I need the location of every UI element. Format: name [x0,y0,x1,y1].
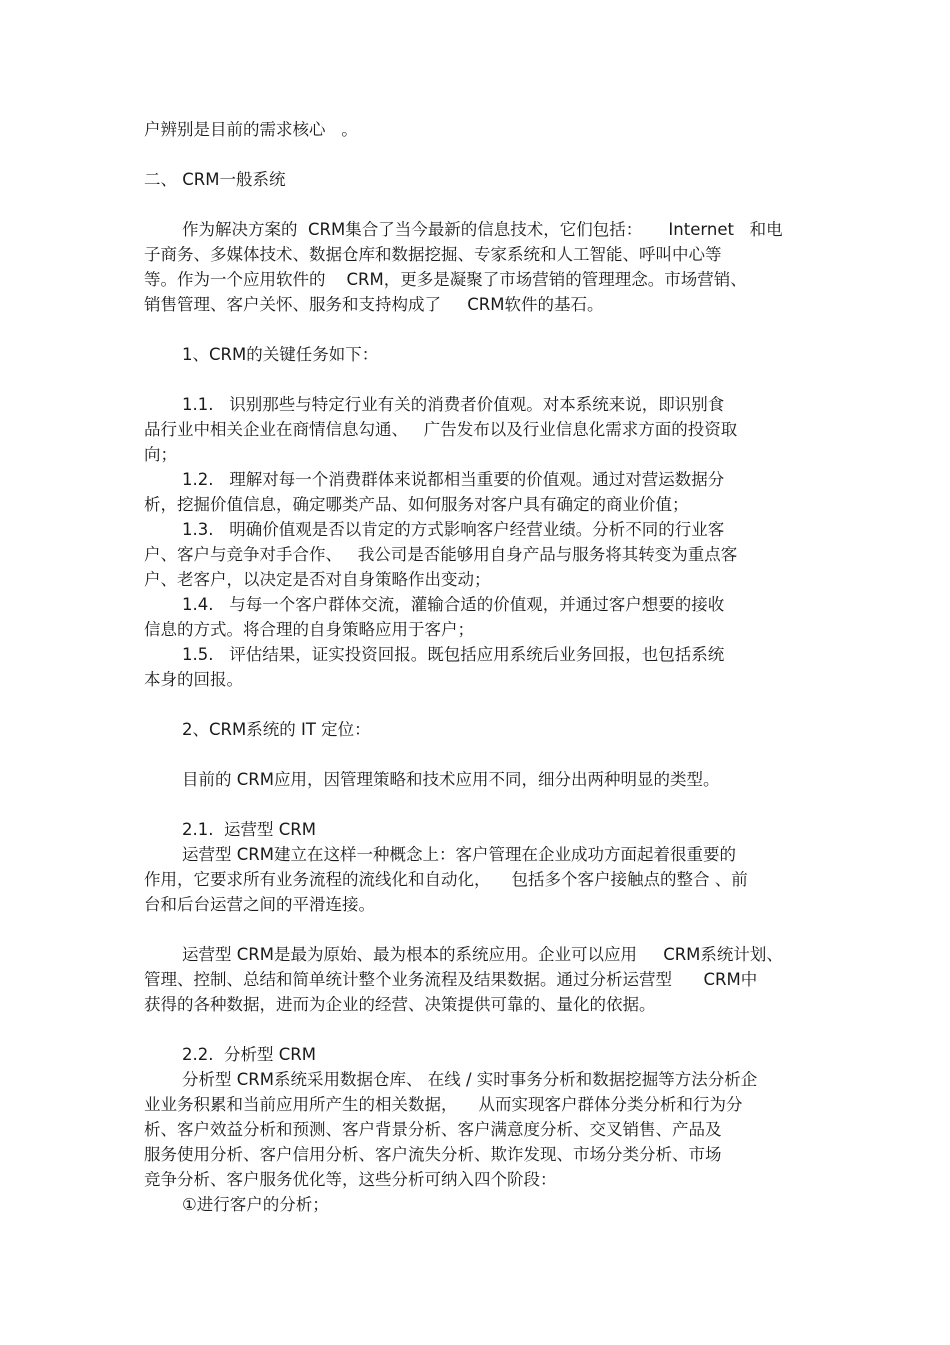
text-line: 台和后台运营之间的平滑连接。 [144,895,375,914]
text-line: 本身的回报。 [144,670,243,689]
text-line: 运营型 CRM是最为原始、最为根本的系统应用。企业可以应用 CRM系统计划、 [182,945,783,964]
section-heading: 二、 CRM一般系统 [144,170,286,189]
text-line: 销售管理、客户关怀、服务和支持构成了 CRM软件的基石。 [144,295,604,314]
text-line: 户辨别是目前的需求核心 。 [144,120,358,139]
text-line: 作为解决方案的 CRM集合了当今最新的信息技术，它们包括： Internet 和电 [182,220,783,239]
list-item: ①进行客户的分析； [182,1195,329,1214]
text-line: 1.3. 明确价值观是否以肯定的方式影响客户经营业绩。分析不同的行业客 [182,520,725,539]
text-line: 1.2. 理解对每一个消费群体来说都相当重要的价值观。通过对营运数据分 [182,470,725,489]
subsection-heading: 2.2. 分析型 CRM [182,1045,316,1064]
text-line: 等。作为一个应用软件的 CRM，更多是凝聚了市场营销的管理理念。市场营销、 [144,270,747,289]
text-line: 1.4. 与每一个客户群体交流，灌输合适的价值观，并通过客户想要的接收 [182,595,725,614]
text-line: 1.1. 识别那些与特定行业有关的消费者价值观。对本系统来说，即识别食 [182,395,725,414]
text-line: 信息的方式。将合理的自身策略应用于客户； [144,620,474,639]
text-line: 业业务积累和当前应用所产生的相关数据， 从而实现客户群体分类分析和行为分 [144,1095,743,1114]
subsection-heading: 1、CRM的关键任务如下： [182,345,379,364]
text-line: 子商务、多媒体技术、数据仓库和数据挖掘、专家系统和人工智能、呼叫中心等 [144,245,722,264]
text-line: 分析型 CRM系统采用数据仓库、 在线 / 实时事务分析和数据挖掘等方法分析企 [182,1070,758,1089]
text-line: 1.5. 评估结果，证实投资回报。既包括应用系统后业务回报，也包括系统 [182,645,725,664]
text-line: 户、客户与竞争对手合作、 我公司是否能够用自身产品与服务将其转变为重点客 [144,545,738,564]
text-line: 获得的各种数据，进而为企业的经营、决策提供可靠的、量化的依据。 [144,995,656,1014]
text-line: 目前的 CRM应用，因管理策略和技术应用不同，细分出两种明显的类型。 [182,770,720,789]
text-line: 竞争分析、客户服务优化等，这些分析可纳入四个阶段： [144,1170,557,1189]
text-line: 服务使用分析、客户信用分析、客户流失分析、欺诈发现、市场分类分析、市场 [144,1145,722,1164]
text-line: 作用，它要求所有业务流程的流线化和自动化， 包括多个客户接触点的整合 、前 [144,870,748,889]
subsection-heading: 2、CRM系统的 IT 定位： [182,720,371,739]
text-line: 户、老客户，以决定是否对自身策略作出变动； [144,570,491,589]
text-line: 析，挖掘价值信息，确定哪类产品、如何服务对客户具有确定的商业价值； [144,495,689,514]
text-line: 管理、控制、总结和简单统计整个业务流程及结果数据。通过分析运营型 CRM中 [144,970,758,989]
text-line: 向； [144,445,177,464]
text-line: 运营型 CRM建立在这样一种概念上：客户管理在企业成功方面起着很重要的 [182,845,736,864]
subsection-heading: 2.1. 运营型 CRM [182,820,316,839]
text-line: 品行业中相关企业在商情信息勾通、 广告发布以及行业信息化需求方面的投资取 [144,420,738,439]
text-line: 析、客户效益分析和预测、客户背景分析、客户满意度分析、交叉销售、产品及 [144,1120,722,1139]
